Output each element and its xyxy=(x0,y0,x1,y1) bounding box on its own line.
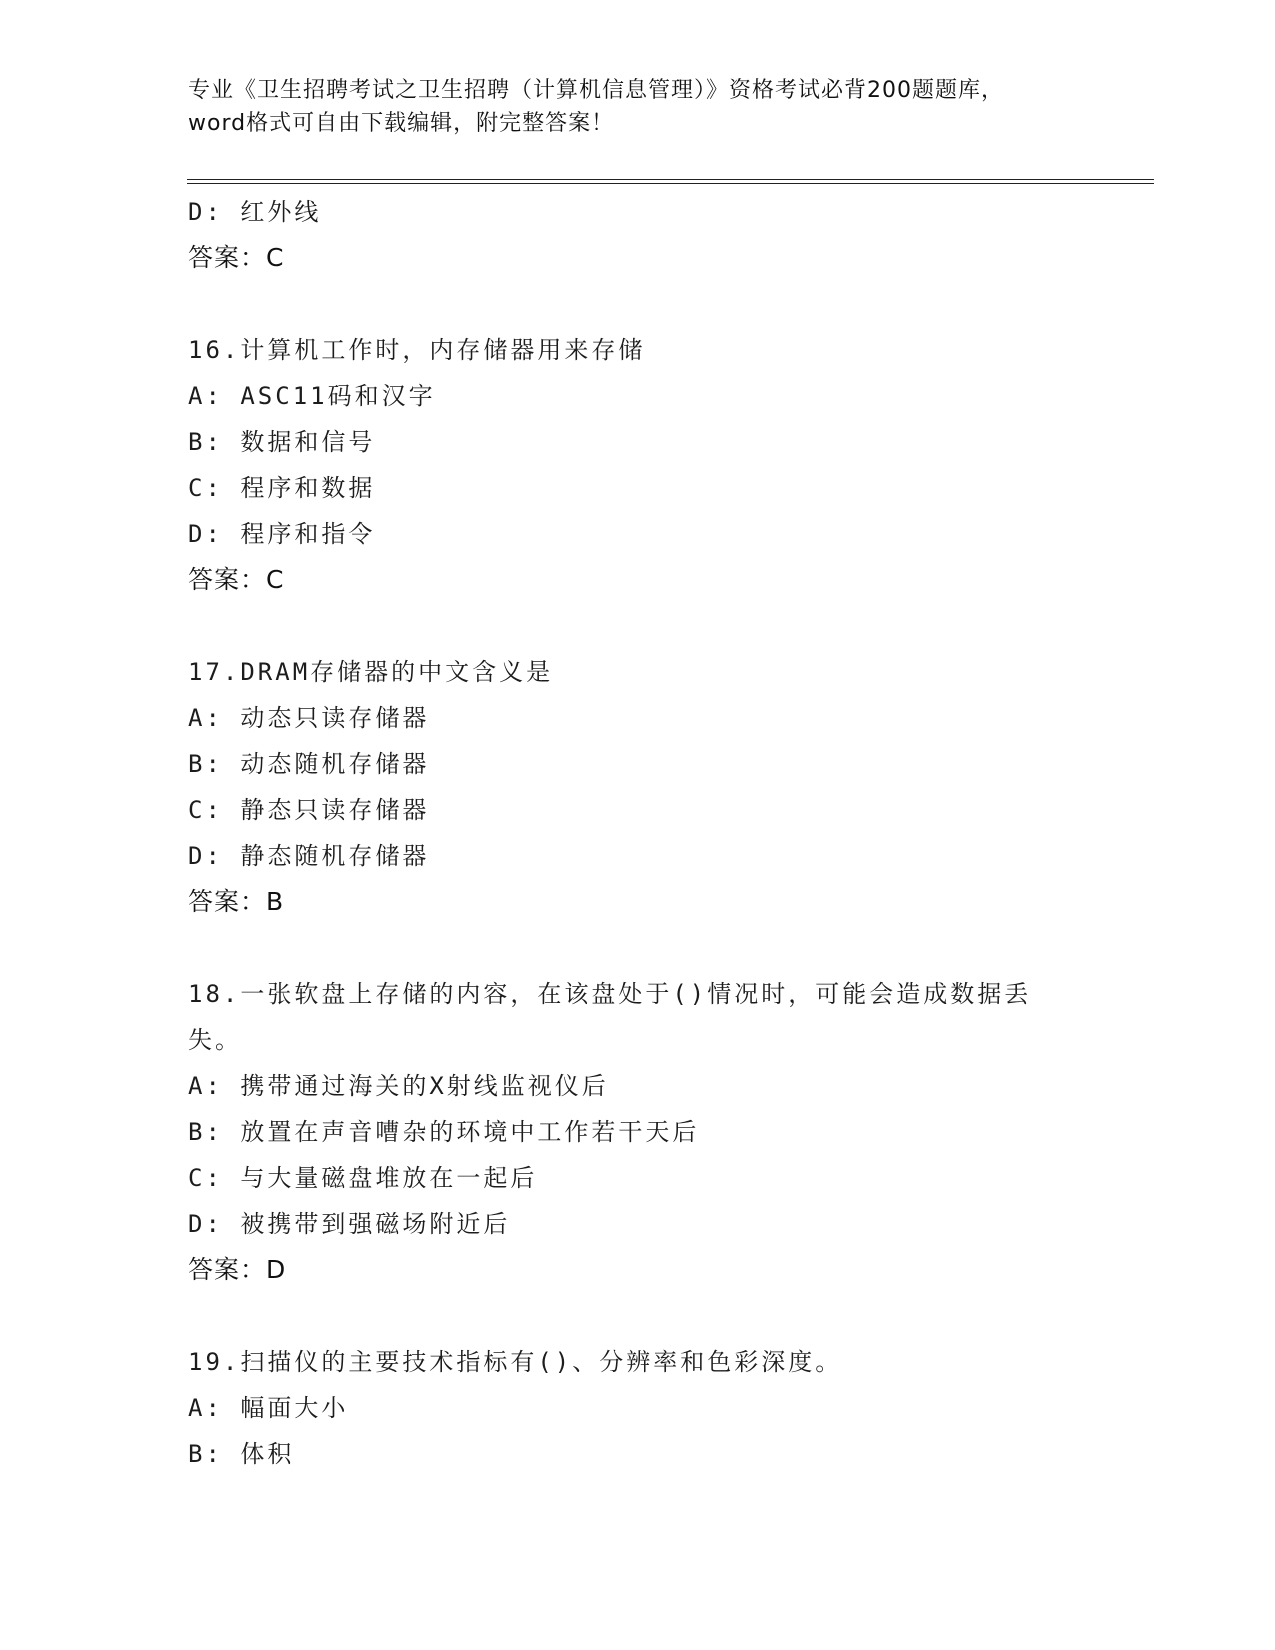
question-stem-line-1: 18.一张软盘上存储的内容，在该盘处于()情况时，可能会造成数据丢 xyxy=(188,980,1032,1008)
option-c: C: 程序和数据 xyxy=(188,474,376,502)
question-17 xyxy=(188,649,1088,925)
spacer xyxy=(188,603,1088,649)
question-stem: 17.DRAM存储器的中文含义是 xyxy=(188,658,554,686)
option-d: D: 红外线 xyxy=(188,198,322,226)
spacer xyxy=(188,281,1088,327)
option-d: D: 静态随机存储器 xyxy=(188,842,430,870)
header-line-2: word格式可自由下载编辑，附完整答案！ xyxy=(188,111,615,136)
question-stem: 16.计算机工作时，内存储器用来存储 xyxy=(188,336,646,364)
spacer xyxy=(188,1293,1088,1339)
option-d: D: 程序和指令 xyxy=(188,520,376,548)
option-d: D: 被携带到强磁场附近后 xyxy=(188,1210,511,1238)
option-b: B: 体积 xyxy=(188,1440,295,1468)
header-rule-top xyxy=(187,179,1154,180)
option-a: A: 幅面大小 xyxy=(188,1394,349,1422)
previous-question-tail xyxy=(188,189,1088,281)
option-c: C: 静态只读存储器 xyxy=(188,796,430,824)
question-stem-line-2: 失。 xyxy=(188,1026,242,1054)
header-line-1: 专业《卫生招聘考试之卫生招聘（计算机信息管理）》资格考试必背200题题库， xyxy=(188,78,1004,103)
spacer xyxy=(188,925,1088,971)
question-stem: 19.扫描仪的主要技术指标有()、分辨率和色彩深度。 xyxy=(188,1348,843,1376)
answer: 答案：B xyxy=(188,887,285,916)
question-18 xyxy=(188,971,1088,1293)
option-a: A: 携带通过海关的X射线监视仪后 xyxy=(188,1072,609,1100)
option-c: C: 与大量磁盘堆放在一起后 xyxy=(188,1164,538,1192)
option-b: B: 动态随机存储器 xyxy=(188,750,430,778)
question-list xyxy=(188,189,1088,1477)
answer: 答案：C xyxy=(188,565,285,594)
answer: 答案：C xyxy=(188,243,285,272)
option-b: B: 数据和信号 xyxy=(188,428,376,456)
document-header xyxy=(188,74,1088,140)
question-19 xyxy=(188,1339,1088,1477)
question-16 xyxy=(188,327,1088,603)
header-rule-bottom xyxy=(187,183,1154,184)
option-b: B: 放置在声音嘈杂的环境中工作若干天后 xyxy=(188,1118,700,1146)
option-a: A: ASC11码和汉字 xyxy=(188,382,436,410)
answer: 答案：D xyxy=(188,1255,287,1284)
option-a: A: 动态只读存储器 xyxy=(188,704,430,732)
